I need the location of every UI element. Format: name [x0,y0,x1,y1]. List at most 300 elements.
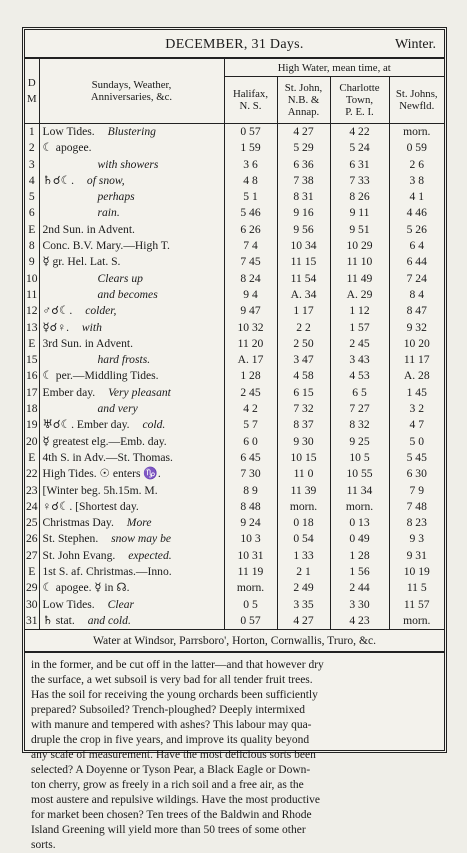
table-row [25,401,444,417]
halifax-cell: 6 0 [224,434,277,450]
halifax-cell: A. 17 [224,352,277,368]
halifax-cell: 1 59 [224,140,277,156]
charlottetown-cell: 10 5 [330,450,389,466]
charlottetown-cell: 1 56 [330,564,389,580]
charlottetown-cell: 11 34 [330,483,389,499]
event-cell [39,124,224,141]
stjohns-cell: 0 59 [389,140,444,156]
halifax-cell: 1 28 [224,368,277,384]
port-charlotte-l2: Town, [345,94,374,106]
stjohn-cell: 0 18 [277,515,330,531]
table-row [25,222,444,238]
charlottetown-cell: 2 45 [330,336,389,352]
almanac-page-frame [22,27,447,852]
port-header-stjohn [277,77,330,124]
day-cell: 25 [25,516,38,530]
table-row [25,580,444,596]
stjohn-cell: 8 31 [277,189,330,205]
stjohn-cell: 1 17 [277,303,330,319]
table-row [25,140,444,156]
event-text: ☿ greatest elg.—Emb. day. [42,434,167,448]
day-cell: E [28,336,36,350]
table-row [25,385,444,401]
weather-text: Very pleasant [108,385,171,399]
halifax-cell: 10 3 [224,531,277,547]
event-text: ☾ apogee. [42,141,92,155]
port-header-charlottetown [330,77,389,124]
table-row [25,238,444,254]
event-cell [39,205,224,221]
table-row [25,287,444,303]
event-cell [39,303,224,319]
stjohns-cell: 7 48 [389,499,444,515]
day-cell: 30 [25,597,38,611]
event-cell [39,287,224,303]
gardening-paragraph [25,653,444,853]
day-cell: 6 [28,206,35,220]
event-text: Conc. B.V. Mary.—High T. [42,239,170,253]
table-row [25,320,444,336]
day-cell: 15 [25,353,38,367]
port-header-stjohns [389,77,444,124]
charlottetown-cell: morn. [330,499,389,515]
event-text: Christmas Day. [42,516,114,530]
day-cell: 29 [25,581,38,595]
event-cell [39,450,224,466]
port-stjohns-l1: St. Johns, [395,88,438,100]
stjohns-cell: 9 3 [389,531,444,547]
event-cell [39,401,224,417]
weather-text: More [126,516,152,530]
page-header [25,30,444,59]
day-cell: 18 [25,402,38,416]
charlottetown-cell: 0 49 [330,531,389,547]
halifax-cell: 7 30 [224,466,277,482]
paragraph-line: in the former, and be cut off in the latter—and that however dry [31,659,324,672]
weather-text: with showers [97,157,159,171]
stjohn-cell: 9 56 [277,222,330,238]
event-text: 4th S. in Adv.—St. Thomas. [42,450,173,464]
footer-note: Water at Windsor, Parrsboro', Horton, Cornwallis, Truro, &c. [25,629,444,653]
port-stjohn-l1: St. John, [284,82,323,94]
stjohns-cell: morn. [389,613,444,629]
event-text: ♄☌☾. [42,173,74,187]
paragraph-line: selected? A Doyenne or Tyson Pear, a Black Eagle or Down- [31,764,311,777]
halifax-cell: 11 19 [224,564,277,580]
weather-text: snow may be [111,532,172,546]
table-row [25,254,444,270]
day-cell: E [28,222,36,236]
event-cell [39,548,224,564]
charlottetown-cell: 0 13 [330,515,389,531]
halifax-cell: 5 46 [224,205,277,221]
stjohn-cell: 0 54 [277,531,330,547]
halifax-cell: 4 8 [224,173,277,189]
halifax-cell: 9 4 [224,287,277,303]
halifax-cell: 6 45 [224,450,277,466]
paragraph-line: for market been chosen? Ten trees of the Baldwin and Rhode [31,809,312,822]
table-row [25,173,444,189]
day-cell: 3 [28,157,35,171]
stjohns-cell: 6 4 [389,238,444,254]
tide-table [25,59,444,629]
halifax-cell: 8 24 [224,271,277,287]
table-row [25,531,444,547]
stjohns-cell: 6 30 [389,466,444,482]
halifax-cell: 7 4 [224,238,277,254]
event-cell [39,597,224,613]
day-cell: 12 [25,304,38,318]
event-cell [39,515,224,531]
day-cell: 24 [25,499,38,513]
stjohns-cell: 7 24 [389,271,444,287]
stjohns-cell: 11 5 [389,580,444,596]
stjohns-cell: 9 32 [389,320,444,336]
port-halifax-l1: Halifax, [232,88,269,100]
event-text: 1st S. af. Christmas.—Inno. [42,565,172,579]
charlottetown-cell: 2 44 [330,580,389,596]
event-cell [39,531,224,547]
stjohns-cell: 4 1 [389,189,444,205]
event-text: ☾ apogee. ☿ in ☊. [42,581,130,595]
port-header-halifax [224,77,277,124]
stjohns-cell: 5 45 [389,450,444,466]
table-row [25,483,444,499]
stjohn-cell: 11 39 [277,483,330,499]
paragraph-line: most austere and repulsive wildings. Have the most productive [31,794,321,807]
stjohn-cell: 7 32 [277,401,330,417]
stjohns-cell: 4 46 [389,205,444,221]
stjohn-cell: 7 38 [277,173,330,189]
halifax-cell: morn. [224,580,277,596]
event-cell [39,613,224,629]
stjohn-cell: 4 27 [277,124,330,141]
table-row [25,205,444,221]
stjohns-cell: A. 28 [389,368,444,384]
stjohns-cell: 5 0 [389,434,444,450]
event-cell [39,222,224,238]
weather-text: Clears up [97,271,143,285]
halifax-cell: 8 48 [224,499,277,515]
charlottetown-cell: 10 29 [330,238,389,254]
day-cell: 22 [25,467,38,481]
charlottetown-cell: 1 12 [330,303,389,319]
charlottetown-cell: A. 29 [330,287,389,303]
table-row [25,434,444,450]
halifax-cell: 5 1 [224,189,277,205]
port-stjohn-l3: Annap. [287,106,320,118]
weather-text: Clear [107,597,135,611]
halifax-cell: 8 9 [224,483,277,499]
port-halifax-l2: N. S. [239,100,262,112]
table-row [25,336,444,352]
stjohns-cell: 8 47 [389,303,444,319]
stjohn-cell: 2 50 [277,336,330,352]
halifax-cell: 0 5 [224,597,277,613]
stjohn-cell: 8 37 [277,417,330,433]
event-cell [39,140,224,156]
event-text: ☾ per.—Middling Tides. [42,369,159,383]
event-text: Low Tides. [42,125,95,138]
stjohn-cell: 2 1 [277,564,330,580]
stjohn-cell: 10 34 [277,238,330,254]
charlottetown-cell: 5 24 [330,140,389,156]
table-row [25,271,444,287]
event-text: St. John Evang. [42,548,116,562]
table-row [25,157,444,173]
events-header-line1: Sundays, Weather, [91,79,172,91]
halifax-cell: 11 20 [224,336,277,352]
weather-text: perhaps [97,190,135,204]
stjohns-cell: 10 19 [389,564,444,580]
weather-text: colder, [85,304,117,318]
event-text: ☿ gr. Hel. Lat. S. [42,255,121,269]
events-header-line2: Anniversaries, &c. [90,91,173,103]
charlottetown-cell: 11 10 [330,254,389,270]
event-cell [39,580,224,596]
paragraph-line: druple the crop in five years, and improve its quality beyond [31,734,310,747]
stjohn-cell: 3 35 [277,597,330,613]
event-cell [39,320,224,336]
event-text: ♂☌☾. [42,304,73,318]
halifax-cell: 3 6 [224,157,277,173]
halifax-cell: 5 7 [224,417,277,433]
halifax-cell: 9 47 [224,303,277,319]
stjohn-cell: 11 0 [277,466,330,482]
day-cell: 31 [25,613,38,627]
table-row [25,613,444,629]
stjohn-cell: 6 36 [277,157,330,173]
event-text: St. Stephen. [42,532,99,546]
halifax-cell: 10 31 [224,548,277,564]
day-cell: 4 [28,173,35,187]
table-row [25,450,444,466]
weather-text: and becomes [97,287,158,301]
day-cell: 10 [25,271,38,285]
port-charlotte-l1: Charlotte [339,82,380,94]
stjohn-cell: morn. [277,499,330,515]
stjohn-cell: 4 58 [277,368,330,384]
paragraph-line: with manure and tempered with ashes? This labour may qua- [31,719,312,732]
day-of-month-header [25,59,39,124]
stjohn-cell: 2 49 [277,580,330,596]
stjohns-cell: 2 6 [389,157,444,173]
stjohns-cell: 7 9 [389,483,444,499]
paragraph-line: Island Greening will yield more than 50 trees of some other [31,824,306,837]
table-row [25,597,444,613]
day-cell: 5 [28,190,35,204]
charlottetown-cell: 7 33 [330,173,389,189]
event-cell [39,434,224,450]
day-cell: 23 [25,483,38,497]
paragraph-line: the surface, a wet subsoil is very bad for all tender fruit trees. [31,674,313,687]
table-row [25,499,444,515]
tide-rows [25,124,444,630]
stjohn-cell: 5 29 [277,140,330,156]
halifax-cell: 6 26 [224,222,277,238]
stjohn-cell: 3 47 [277,352,330,368]
event-cell [39,254,224,270]
charlottetown-cell: 8 26 [330,189,389,205]
port-stjohn-l2: N.B. & [287,94,320,106]
halifax-cell: 7 45 [224,254,277,270]
stjohn-cell: 11 54 [277,271,330,287]
day-cell: E [28,450,36,464]
paragraph-line: any scale of measurement. Have the most delicious sorts been [31,749,316,762]
day-header-d: D [27,77,36,89]
charlottetown-cell: 1 28 [330,548,389,564]
stjohns-cell: 3 2 [389,401,444,417]
stjohns-cell: 11 17 [389,352,444,368]
charlottetown-cell: 8 32 [330,417,389,433]
charlottetown-cell: 4 23 [330,613,389,629]
table-row [25,352,444,368]
weather-text: hard frosts. [97,353,151,367]
stjohn-cell: 10 15 [277,450,330,466]
day-cell: 16 [25,369,38,383]
stjohns-cell: 8 23 [389,515,444,531]
weather-text: expected. [128,548,172,562]
day-cell: 26 [25,532,38,546]
halifax-cell: 9 24 [224,515,277,531]
table-row [25,303,444,319]
stjohns-cell: 9 31 [389,548,444,564]
stjohns-cell: 1 45 [389,385,444,401]
day-cell: 8 [28,239,35,253]
event-text: ♄ stat. [42,613,75,627]
table-row [25,189,444,205]
weather-text: and cold. [87,613,131,627]
paragraph-line: ton cherry, grow as freely in a rich soil and a free air, as the [31,779,304,792]
table-row [25,368,444,384]
weather-text: with [81,320,102,334]
event-cell [39,417,224,433]
table-row [25,124,444,141]
stjohns-cell: 10 20 [389,336,444,352]
event-cell [39,368,224,384]
port-charlotte-l3: P. E. I. [345,106,374,118]
weather-text: cold. [142,418,166,432]
day-cell: 1 [28,125,35,138]
paragraph-line: Has the soil for receiving the young orchards been sufficiently [31,689,318,702]
event-cell [39,157,224,173]
stjohns-cell: 5 26 [389,222,444,238]
paragraph-line: prepared? Subsoiled? Trench-ploughed? Deeply intermixed [31,704,306,717]
stjohn-cell: 4 27 [277,613,330,629]
event-text: ♀☌☾. [Shortest day. [42,499,139,513]
halifax-cell: 0 57 [224,124,277,141]
stjohn-cell: 9 16 [277,205,330,221]
event-text: Low Tides. [42,597,95,611]
event-text: 3rd Sun. in Advent. [42,336,133,350]
charlottetown-cell: 11 49 [330,271,389,287]
day-cell: 20 [25,434,38,448]
charlottetown-cell: 9 51 [330,222,389,238]
day-cell: 9 [28,255,35,269]
event-cell [39,483,224,499]
day-cell: 11 [26,287,38,301]
high-water-header: High Water, mean time, at [224,59,444,77]
stjohns-cell: 3 8 [389,173,444,189]
day-cell: 27 [25,548,38,562]
event-cell [39,271,224,287]
event-cell [39,499,224,515]
month-title: DECEMBER, 31 Days. [165,37,304,52]
stjohn-cell: A. 34 [277,287,330,303]
day-cell: 17 [25,385,38,399]
event-cell [39,238,224,254]
stjohn-cell: 1 33 [277,548,330,564]
event-cell [39,385,224,401]
charlottetown-cell: 10 55 [330,466,389,482]
event-cell [39,352,224,368]
day-cell: 13 [25,320,38,334]
events-header [39,59,224,124]
charlottetown-cell: 7 27 [330,401,389,417]
event-text: Ember day. [42,385,96,399]
halifax-cell: 10 32 [224,320,277,336]
season-label: Winter. [394,37,436,52]
event-text: [Winter beg. 5h.15m. M. [42,483,158,497]
event-text: 2nd Sun. in Advent. [42,222,135,236]
table-row [25,515,444,531]
event-text: ☿☌♀. [42,320,69,334]
charlottetown-cell: 6 5 [330,385,389,401]
weather-text: Blustering [107,125,156,138]
charlottetown-cell: 4 53 [330,368,389,384]
halifax-cell: 4 2 [224,401,277,417]
day-cell: 2 [28,141,35,155]
halifax-cell: 2 45 [224,385,277,401]
stjohn-cell: 6 15 [277,385,330,401]
table-row [25,417,444,433]
stjohn-cell: 2 2 [277,320,330,336]
table-row [25,548,444,564]
event-cell [39,336,224,352]
charlottetown-cell: 3 30 [330,597,389,613]
event-text: High Tides. ☉ enters ♑. [42,467,161,481]
stjohns-cell: 8 4 [389,287,444,303]
paragraph-line: sorts. [31,839,56,852]
stjohns-cell: morn. [389,124,444,141]
stjohn-cell: 9 30 [277,434,330,450]
table-row [25,564,444,580]
charlottetown-cell: 3 43 [330,352,389,368]
charlottetown-cell: 1 57 [330,320,389,336]
weather-text: and very [97,402,138,416]
event-cell [39,564,224,580]
port-stjohns-l2: Newfld. [399,100,435,112]
event-text: ♅☌☾. Ember day. [42,418,130,432]
day-header-m: M [26,93,37,105]
weather-text: of snow, [86,173,125,187]
day-cell: E [28,565,36,579]
table-row [25,466,444,482]
event-cell [39,466,224,482]
event-cell [39,173,224,189]
stjohns-cell: 11 57 [389,597,444,613]
weather-text: rain. [97,206,120,220]
charlottetown-cell: 9 11 [330,205,389,221]
stjohns-cell: 6 44 [389,254,444,270]
charlottetown-cell: 9 25 [330,434,389,450]
event-cell [39,189,224,205]
day-cell: 19 [25,418,38,432]
stjohns-cell: 4 7 [389,417,444,433]
halifax-cell: 0 57 [224,613,277,629]
charlottetown-cell: 4 22 [330,124,389,141]
stjohn-cell: 11 15 [277,254,330,270]
